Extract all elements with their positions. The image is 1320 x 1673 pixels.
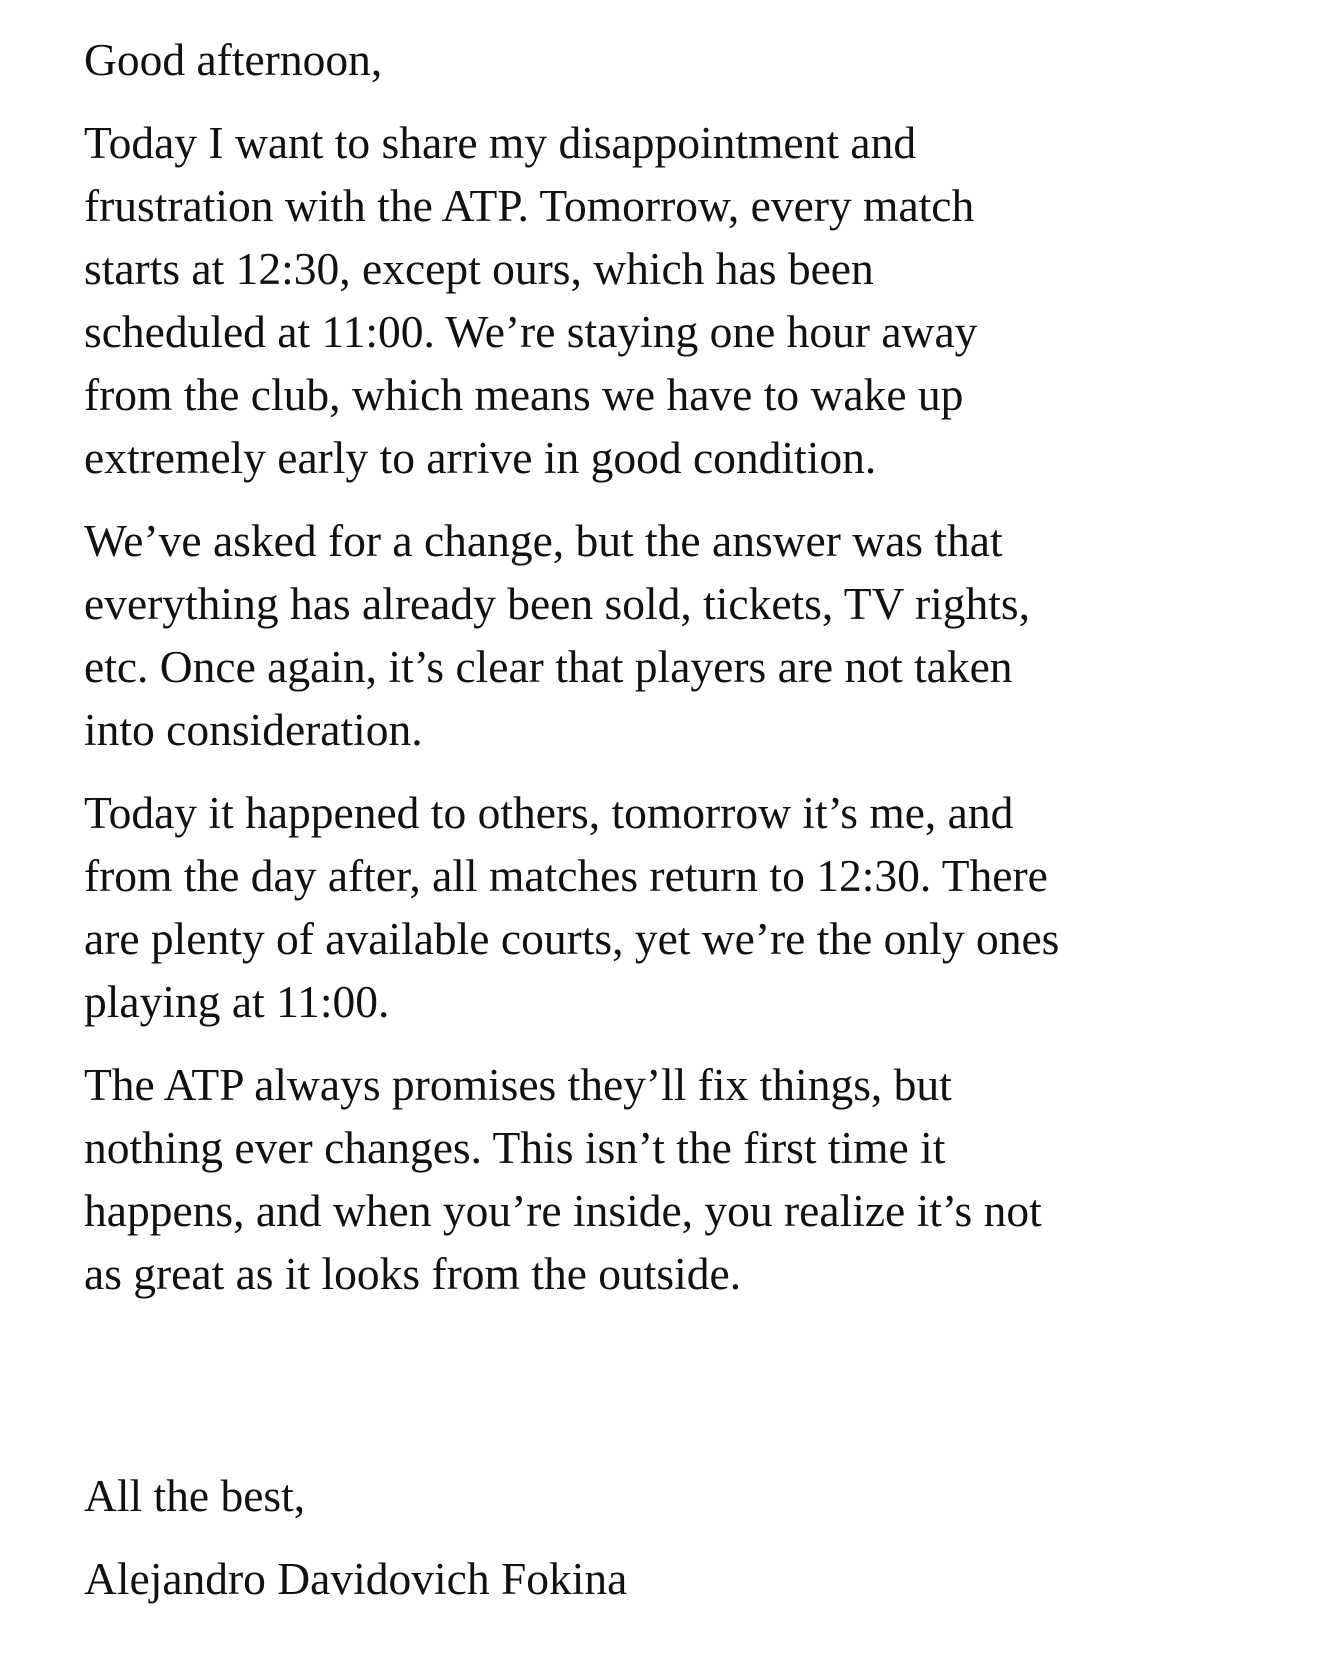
- paragraph-line: scheduled at 11:00. We’re staying one hour away: [84, 306, 978, 357]
- paragraph-line: playing at 11:00.: [84, 976, 390, 1027]
- paragraph-line: starts at 12:30, except ours, which has been: [84, 243, 874, 294]
- paragraph-line: The ATP always promises they’ll fix things, but: [84, 1059, 952, 1110]
- paragraph-line: etc. Once again, it’s clear that players are not taken: [84, 641, 1013, 692]
- greeting: Good afternoon,: [84, 34, 383, 85]
- paragraph-line: Today I want to share my disappointment and: [84, 117, 917, 168]
- paragraph-1: [84, 111, 1284, 489]
- paragraph-line: Today it happened to others, tomorrow it’s me, and: [84, 787, 1014, 838]
- paragraph-line: We’ve asked for a change, but the answer was that: [84, 515, 1003, 566]
- paragraph-line: nothing ever changes. This isn’t the first time it: [84, 1122, 946, 1173]
- paragraph-3: [84, 781, 1284, 1033]
- paragraph-line: extremely early to arrive in good condition.: [84, 432, 877, 483]
- paragraph-line: everything has already been sold, tickets, TV rights,: [84, 578, 1031, 629]
- paragraph-line: from the day after, all matches return to 12:30. There: [84, 850, 1048, 901]
- closing: All the best,: [84, 1470, 306, 1521]
- signature: Alejandro Davidovich Fokina: [84, 1553, 628, 1604]
- paragraph-line: frustration with the ATP. Tomorrow, every match: [84, 180, 975, 231]
- paragraph-line: happens, and when you’re inside, you realize it’s not: [84, 1185, 1042, 1236]
- paragraph-2: [84, 509, 1284, 761]
- letter-body: [84, 28, 1284, 1305]
- paragraph-line: into consideration.: [84, 704, 423, 755]
- paragraph-line: from the club, which means we have to wake up: [84, 369, 964, 420]
- paragraph-4: [84, 1053, 1284, 1305]
- paragraph-line: as great as it looks from the outside.: [84, 1248, 742, 1299]
- paragraph-line: are plenty of available courts, yet we’re the only ones: [84, 913, 1060, 964]
